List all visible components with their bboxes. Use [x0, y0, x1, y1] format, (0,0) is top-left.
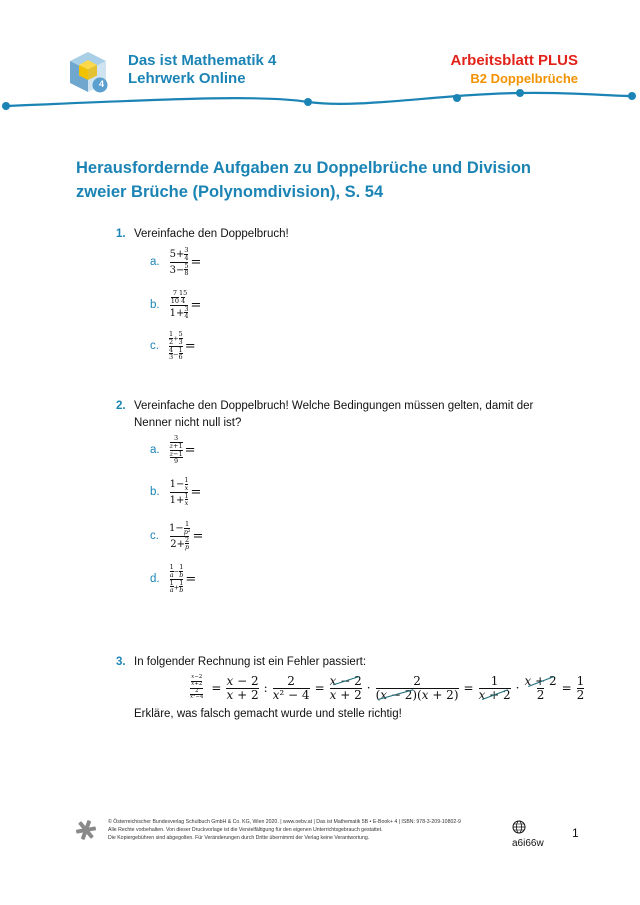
double-fraction: $\frac{1}{2}$ + $\frac{5}{3}$ $\frac{4}{3}$ − $\frac{1}{6}$ [168, 329, 183, 362]
item-label: c. [150, 340, 159, 352]
expression-2b [150, 472, 201, 512]
expression-1a [150, 244, 201, 280]
task-text: Vereinfache den Doppelbruch! [134, 228, 289, 240]
task-number: 3. [116, 656, 126, 668]
equals-sign: = [192, 528, 204, 544]
expression-2d [150, 558, 196, 600]
double-fraction: 3 z+1 z−1 9 [169, 433, 183, 466]
item-label: a. [150, 444, 160, 456]
item-label: a. [150, 256, 160, 268]
strike-mark [330, 675, 362, 701]
double-fraction: $\frac{1}{a}$ − $\frac{1}{b}$ $\frac{1}{a}$ + $\frac{1}{b}$ [169, 562, 184, 595]
header-divider [0, 84, 640, 114]
equals-sign: = [190, 254, 202, 270]
page-title: Herausfordernde Aufgaben zu Doppelbrüche und Division zweier Brüche (Polynomdivision), S. 54 [76, 159, 532, 201]
double-fraction: x−2 x+2 2 x²−4 [190, 673, 204, 701]
equals-sign: = [190, 484, 202, 500]
task-text: Vereinfache den Doppelbruch! Welche Bedingungen müssen gelten, damit der Nenner nicht null ist? [134, 400, 534, 429]
globe-icon[interactable] [512, 820, 526, 834]
double-fraction: 1− $\frac{1}{x}$ 1+ $\frac{1}{x}$ [169, 475, 189, 508]
task-text: In folgender Rechnung ist ein Fehler passiert: [134, 656, 367, 668]
calculation-with-error: x−2 x+2 2 x²−4 = $\frac{x - 2}{x + 2}$ : $\frac{2}{\text{x² − 4}}$ = $\frac{x - 2}{x + 2}$ · $\frac{2}{(x - 2)(x + 2)}$ = $\frac{1}{x + 2}$ · $\frac{x + 2}{2}$ = $\frac{1}{2}$ [184, 668, 587, 708]
strike-mark [525, 675, 557, 701]
logo-badge: 4 [98, 79, 104, 89]
expression-2c [150, 514, 203, 558]
strike-mark [376, 675, 459, 701]
equals-sign: = [185, 571, 197, 587]
expression-2a [150, 428, 196, 472]
item-label: b. [150, 486, 160, 498]
item-label: d. [150, 573, 160, 585]
expression-1b [150, 284, 201, 326]
sheet-type: Arbeitsblatt PLUS [450, 52, 578, 69]
sheet-topic: B2 Doppelbrüche [470, 71, 578, 86]
task-number: 1. [116, 228, 126, 240]
item-label: b. [150, 299, 160, 311]
double-fraction: 1− $\frac{1}{\text{p²}}$ 2+ $\frac{2}{p}$ [168, 519, 191, 552]
item-label: c. [150, 530, 159, 542]
double-fraction: $\frac{7}{10}$ $\frac{15}{4}$ 1+ $\frac{3}{4}$ [169, 288, 189, 321]
task-instruction: Erkläre, was falsch gemacht wurde und stelle richtig! [134, 708, 402, 720]
brand-subtitle: Lehrwerk Online [128, 70, 246, 87]
oebv-logo-icon [74, 818, 98, 842]
online-code[interactable]: a6i66w [512, 838, 544, 849]
double-fraction: 5+ $\frac{3}{4}$ 3− $\frac{5}{8}$ [169, 245, 189, 278]
task-number: 2. [116, 400, 126, 412]
expression-1c [150, 326, 196, 366]
equals-sign: = [190, 297, 202, 313]
equals-sign: = [184, 338, 196, 354]
page-number: 1 [572, 826, 579, 840]
strike-mark [479, 675, 511, 701]
equals-sign: = [184, 442, 196, 458]
brand-title: Das ist Mathematik 4 [128, 52, 277, 69]
copyright-notice: © Österreichischer Bundesverlag Schulbuch GmbH & Co. KG, Wien 2020. | www.oebv.at | Das ist Mathematik 5B • E-Book+ 4 | ISBN: 978-3-209-10802-9 Alle Rechte vorbehalten. Von dieser Druckvorlage ist die Vervielfältigung für den eigenen Unterrichtsgebrauch gestattet. Die Kopiergebühren sind abgegolten. Für Veränderungen durch Dritte übernimmt der Verlag keine Verantwortung. [108, 819, 461, 841]
